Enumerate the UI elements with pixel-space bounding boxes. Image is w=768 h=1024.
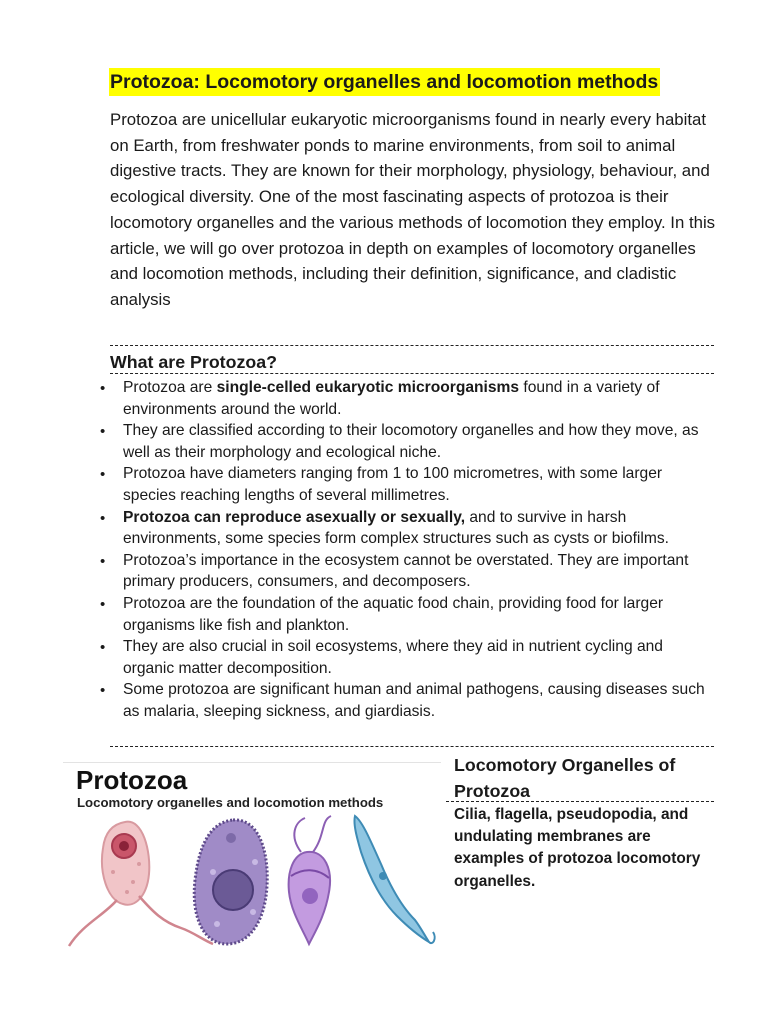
flagellated-cell-icon (289, 816, 331, 944)
bullet-list (100, 377, 710, 723)
page-title: Protozoa: Locomotory organelles and locomotion methods (109, 68, 660, 96)
protozoa-illustration (63, 812, 443, 952)
figure-title: Protozoa (76, 765, 188, 795)
divider (110, 373, 714, 374)
side-text: Cilia, flagella, pseudopodia, and undulating membranes are examples of protozoa locomotory organelles. (454, 806, 701, 890)
list-item: • Protozoa are single-celled eukaryotic microorganisms found in a variety of environments around the world. (100, 377, 710, 420)
list-item: • Protozoa have diameters ranging from 1 to 100 micrometres, with some larger species reaching lengths of several millimetres. (100, 463, 710, 506)
divider (110, 746, 714, 747)
list-item: • They are classified according to their locomotory organelles and how they move, as well as their morphology and ecological niche. (100, 420, 710, 463)
section-heading: What are Protozoa? (110, 352, 277, 372)
ciliate-cell-icon (194, 820, 267, 944)
figure-border (63, 762, 441, 763)
side-heading: Locomotory Organelles of Protozoa (454, 755, 676, 801)
list-item: • They are also crucial in soil ecosystems, where they aid in nutrient cycling and organic matter decomposition. (100, 636, 710, 679)
trypanosome-cell-icon (354, 816, 434, 943)
list-item: • Protozoa can reproduce asexually or sexually, and to survive in harsh environments, some species form complex structures such as cysts or biofilms. (100, 507, 710, 550)
figure-subtitle: Locomotory organelles and locomotion methods (77, 795, 384, 810)
list-item: • Protozoa are the foundation of the aquatic food chain, providing food for larger organisms like fish and plankton. (100, 593, 710, 636)
divider (110, 345, 714, 346)
divider (446, 801, 714, 802)
list-item: • Some protozoa are significant human and animal pathogens, causing diseases such as malaria, sleeping sickness, and giardiasis. (100, 679, 710, 722)
flagellate-cell-icon (69, 822, 213, 946)
list-item: • Protozoa’s importance in the ecosystem cannot be overstated. They are important primary producers, consumers, and decomposers. (100, 550, 710, 593)
intro-paragraph: Protozoa are unicellular eukaryotic microorganisms found in nearly every habitat on Earth, from freshwater ponds to marine environments, from soil to animal digestive tracts. They are known for their morphology, physiology, behaviour, and ecological diversity. One of the most fascinating aspects of protozoa is their locomotory organelles and the various methods of locomotion they employ. In this article, we will go over protozoa in depth on examples of locomotory organelles and locomotion methods, including their definition, significance, and cladistic analysis (110, 110, 716, 309)
